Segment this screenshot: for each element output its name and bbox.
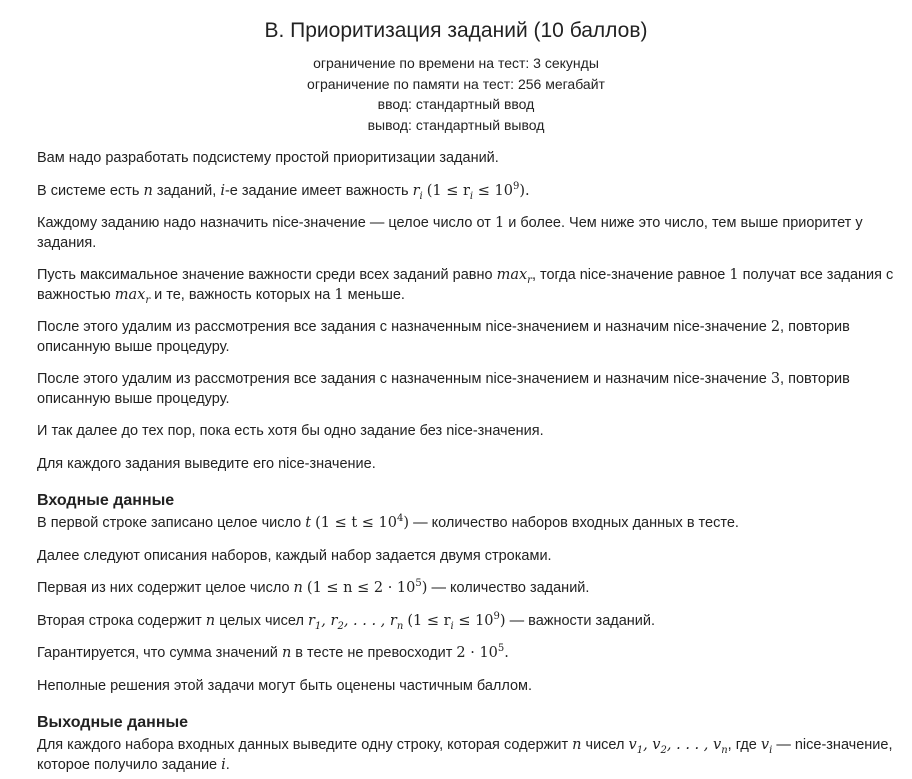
legend-paragraph: В системе есть n заданий, i-е задание имеет важность $r_i$ $(1 \le r_i \le 10^9)$. xyxy=(37,180,530,202)
legend-paragraph: Для каждого задания выведите его nice-значение. xyxy=(37,455,376,472)
memory-limit: ограничение по памяти на тест: 256 мегабайт xyxy=(307,75,605,92)
problem-header xyxy=(12,0,900,135)
legend-paragraph: После этого удалим из рассмотрения все задания с назначенным nice-значением и назначим nice-значение 3, повторив описанную выше процедуру. xyxy=(37,371,850,407)
input-paragraph: Неполные решения этой задачи могут быть оценены частичным баллом. xyxy=(37,677,533,694)
legend-paragraph: И так далее до тех пор, пока есть хотя бы одно задание без nice-значения. xyxy=(37,423,544,439)
input-section-title: Входные данные xyxy=(37,492,175,509)
legend-paragraph: Пусть максимальное значение важности среди всех заданий равно $\max_r$, тогда nice-значение равное 1 получат все задания с важностью $\max_r и$ те, важность которых на 1 меньше. xyxy=(37,267,894,306)
time-limit: ограничение по времени на тест: 3 секунды xyxy=(313,55,599,71)
input-file: ввод: стандартный ввод xyxy=(377,96,535,112)
problem-title: B. Приоритизация заданий (10 баллов) xyxy=(264,19,648,42)
input-specification xyxy=(37,492,900,696)
input-paragraph: В первой строке записано целое число t $(1 \le t \le 10^4)$ — количество наборов входных данных в тесте. xyxy=(37,513,739,531)
legend-paragraph: После этого удалим из рассмотрения все задания с назначенным nice-значением и назначим nice-значение 2, повторив описанную выше процедуру. xyxy=(37,319,850,355)
output-paragraph: Для каждого набора входных данных выведите одну строку, которая содержит n чисел $v_1$, $v_2$, . . . , $v_n$, где $v_i$ — nice-значение, которое получило задание i. xyxy=(37,737,893,773)
problem-legend xyxy=(37,149,900,474)
output-section-title: Выходные данные xyxy=(37,714,189,731)
legend-paragraph: Каждому заданию надо назначить nice-значение — целое число от 1 и более. Чем ниже это число, тем выше приоритет у задания. xyxy=(37,215,863,251)
input-paragraph: Далее следуют описания наборов, каждый набор задается двумя строками. xyxy=(37,547,552,564)
output-file: вывод: стандартный вывод xyxy=(367,116,545,133)
input-paragraph: Первая из них содержит целое число n $(1 \le n \le 2 \cdot 10^5)$ — количество заданий. xyxy=(37,578,590,596)
legend-paragraph: Вам надо разработать подсистему простой приоритизации заданий. xyxy=(37,150,499,166)
output-specification xyxy=(37,714,900,775)
input-paragraph: Вторая строка содержит n целых чисел $r_1$, $r_2$, . . . , $r_n$ $(1 \le r_i \le 10^9)$ — важности заданий. xyxy=(37,610,656,632)
input-paragraph: Гарантируется, что сумма значений n в тесте не превосходит $2 \cdot 10^5$. xyxy=(37,643,509,661)
